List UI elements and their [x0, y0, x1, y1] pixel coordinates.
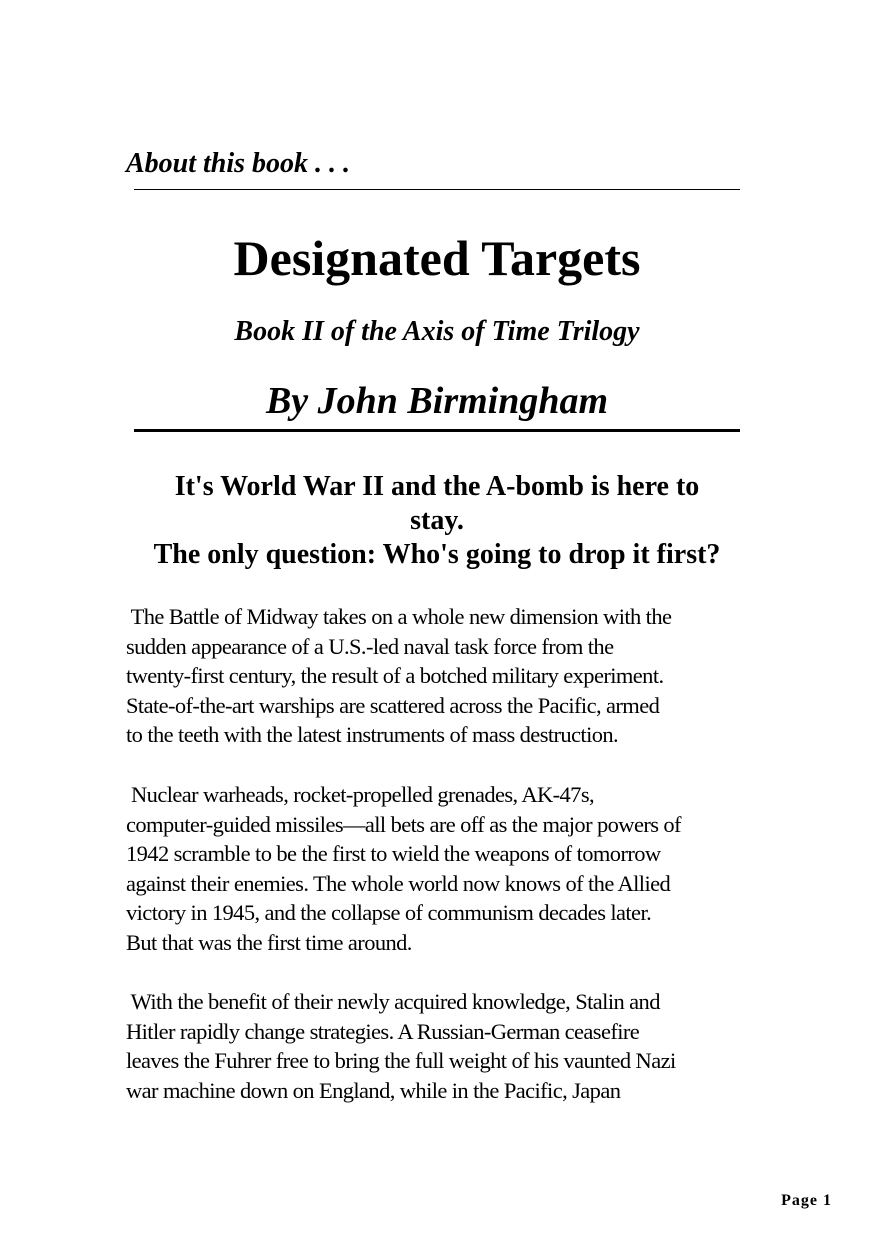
- page-number: Page 1: [781, 1192, 832, 1209]
- header-divider: [134, 189, 740, 190]
- paragraph-1: [126, 602, 766, 750]
- title-divider: [134, 429, 740, 432]
- text-line: victory in 1945, and the collapse of communism decades later.: [126, 900, 652, 926]
- author-byline: By John Birmingham: [265, 380, 609, 422]
- tagline-line: It's World War II and the A-bomb is here to: [174, 471, 700, 502]
- paragraph-3: [126, 987, 766, 1105]
- text-line: The Battle of Midway takes on a whole new dimension with the: [126, 604, 672, 629]
- text-line: to the teeth with the latest instruments of mass destruction.: [126, 722, 619, 748]
- text-line: leaves the Fuhrer free to bring the full weight of his vaunted Nazi: [126, 1048, 676, 1074]
- paragraph-2: [126, 780, 766, 958]
- text-line: sudden appearance of a U.S.-led naval task force from the: [126, 633, 614, 659]
- text-line: Hitler rapidly change strategies. A Russian-German ceasefire: [126, 1018, 640, 1044]
- tagline: [126, 470, 748, 572]
- text-line: 1942 scramble to be the first to wield the weapons of tomorrow: [126, 841, 661, 867]
- text-line: twenty-first century, the result of a botched military experiment.: [126, 663, 664, 689]
- tagline-line: stay.: [410, 505, 464, 536]
- about-heading: About this book . . .: [126, 148, 351, 179]
- text-line: computer-guided missiles—all bets are off as the major powers of: [126, 811, 681, 837]
- text-line: war machine down on England, while in the Pacific, Japan: [126, 1077, 621, 1103]
- text-line: State-of-the-art warships are scattered across the Pacific, armed: [126, 692, 660, 718]
- book-subtitle: Book II of the Axis of Time Trilogy: [234, 316, 640, 347]
- text-line: With the benefit of their newly acquired knowledge, Stalin and: [126, 989, 660, 1014]
- text-line: Nuclear warheads, rocket-propelled grenades, AK-47s,: [126, 782, 595, 807]
- text-line: against their enemies. The whole world now knows of the Allied: [126, 870, 671, 896]
- tagline-line: The only question: Who's going to drop it first?: [153, 539, 721, 570]
- book-title: Designated Targets: [233, 230, 641, 286]
- text-line: But that was the first time around.: [126, 929, 412, 955]
